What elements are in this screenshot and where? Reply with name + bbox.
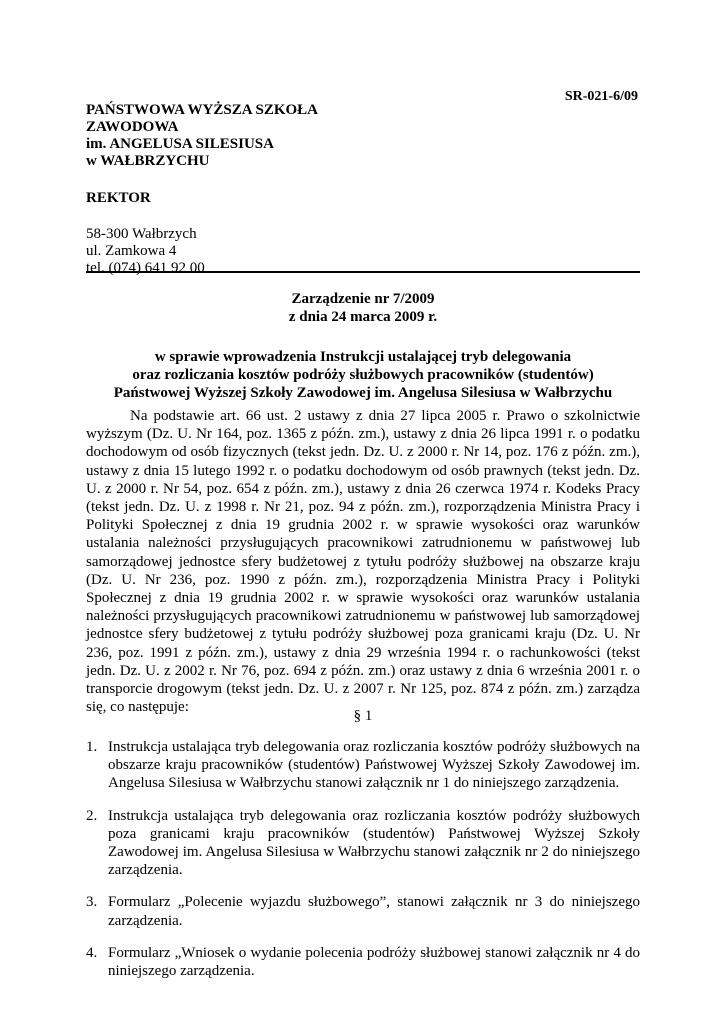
list-item-text: Formularz „Polecenie wyjazdu służbowego”, stanowi załącznik nr 3 do niniejszego zarządzenia.	[108, 894, 640, 929]
subject-line: Państwowej Wyższej Szkoły Zawodowej im. Angelusa Silesiusa w Wałbrzychu	[113, 385, 613, 401]
institution-name-line: ZAWODOWA	[86, 119, 179, 135]
list-item-number: 3.	[86, 894, 98, 911]
provisions-list	[86, 738, 640, 994]
role-title: REKTOR	[86, 190, 151, 206]
list-item-number: 4.	[86, 944, 98, 961]
list-item	[86, 893, 640, 929]
title-date: z dnia 24 marca 2009 r.	[288, 309, 438, 325]
section-heading: § 1	[353, 708, 373, 724]
list-item-text: Formularz „Wniosek o wydanie polecenia podróży służbowej stanowi załącznik nr 4 do niniejszego zarządzenia.	[108, 944, 640, 980]
institution-name	[86, 102, 640, 170]
title-line: Zarządzenie nr 7/2009	[291, 291, 435, 307]
letterhead	[86, 102, 640, 277]
list-item-text: Instrukcja ustalająca tryb delegowania oraz rozliczania kosztów podróży służbowych na obszarze kraju pracowników (studentów) Państwowej Wyższej Szkoły Zawodowej im. Angelusa Silesiusa w Wałbrzychu stanowi załącznik nr 1 do niniejszego zarządzenia.	[108, 739, 640, 792]
subject-line: oraz rozliczania kosztów podróży służbowych pracowników (studentów)	[132, 367, 594, 383]
institution-name-line: PAŃSTWOWA WYŻSZA SZKOŁA	[86, 102, 319, 118]
document-number: SR-021-6/09	[564, 89, 638, 104]
list-item-text: Instrukcja ustalająca tryb delegowania oraz rozliczania kosztów podróży służbowych poza granicami kraju pracowników (studentów) Państwowej Wyższej Szkoły Zawodowej im. Angelusa Silesiusa w Wałbrzychu stanowi załącznik nr 2 do niniejszego zarządzenia.	[108, 807, 640, 879]
list-item	[86, 944, 640, 980]
list-item	[86, 738, 640, 793]
list-item-number: 1.	[86, 739, 98, 755]
institution-name-line: im. ANGELUSA SILESIUSA	[86, 136, 274, 152]
subject-line: w sprawie wprowadzenia Instrukcji ustalającej tryb delegowania	[154, 349, 572, 365]
address-phone: tel. (074) 641 92 00	[86, 260, 205, 276]
document-title	[86, 290, 640, 326]
list-item	[86, 807, 640, 880]
institution-name-line: w WAŁBRZYCHU	[86, 153, 210, 169]
list-item-number: 2.	[86, 807, 98, 824]
document-subject	[86, 348, 640, 402]
legal-basis-paragraph: Na podstawie art. 66 ust. 2 ustawy z dnia 27 lipca 2005 r. Prawo o szkolnictwie wyższym (Dz. U. Nr 164, poz. 1365 z późn. zm.), ustawy z dnia 26 lipca 1991 r. o podatku dochodowym od osób fizycznych (tekst jedn. Dz. U. z 2000 r. Nr 14, poz. 176 z późn. zm.), ustawy z dnia 15 lutego 1992 r. o podatku dochodowym od osób prawnych (tekst jedn. Dz. U. z 2000 r. Nr 54, poz. 654 z późn. zm.), ustawy z dnia 26 czerwca 1974 r. Kodeks Pracy (tekst jedn. Dz. U. z 1998 r. Nr 21, poz. 94 z późn. zm.), rozporządzenia Ministra Pracy i Polityki Społecznej z dnia 19 grudnia 2002 r. w sprawie wysokości oraz warunków ustalania należności przysługujących pracownikowi zatrudnionemu w państwowej lub samorządowej jednostce sfery budżetowej z tytułu podróży służbowej na obszarze kraju (Dz. U. Nr 236, poz. 1990 z późn. zm.), rozporządzenia Ministra Pracy i Polityki Społecznej z dnia 19 grudnia 2002 r. w sprawie wysokości oraz warunków ustalania należności przysługujących pracownikowi zatrudnionemu w państwowej lub samorządowej jednostce sfery budżetowej z tytułu podróży służbowej poza granicami kraju (Dz. U. Nr 236, poz. 1991 z późn. zm.), ustawy z dnia 29 września 1994 r. o rachunkowości (tekst jedn. Dz. U. z 2002 r. Nr 76, poz. 694 z późn. zm.) oraz ustawy z dnia 6 września 2001 r. o transporcie drogowym (tekst jedn. Dz. U. z 2007 r. Nr 125, poz. 874 z późn. zm.) zarządza się, co następuje:	[86, 408, 640, 716]
address-city: 58-300 Wałbrzych	[86, 226, 197, 242]
header-divider	[86, 271, 640, 273]
address-street: ul. Zamkowa 4	[86, 243, 177, 259]
address-block	[86, 226, 640, 277]
